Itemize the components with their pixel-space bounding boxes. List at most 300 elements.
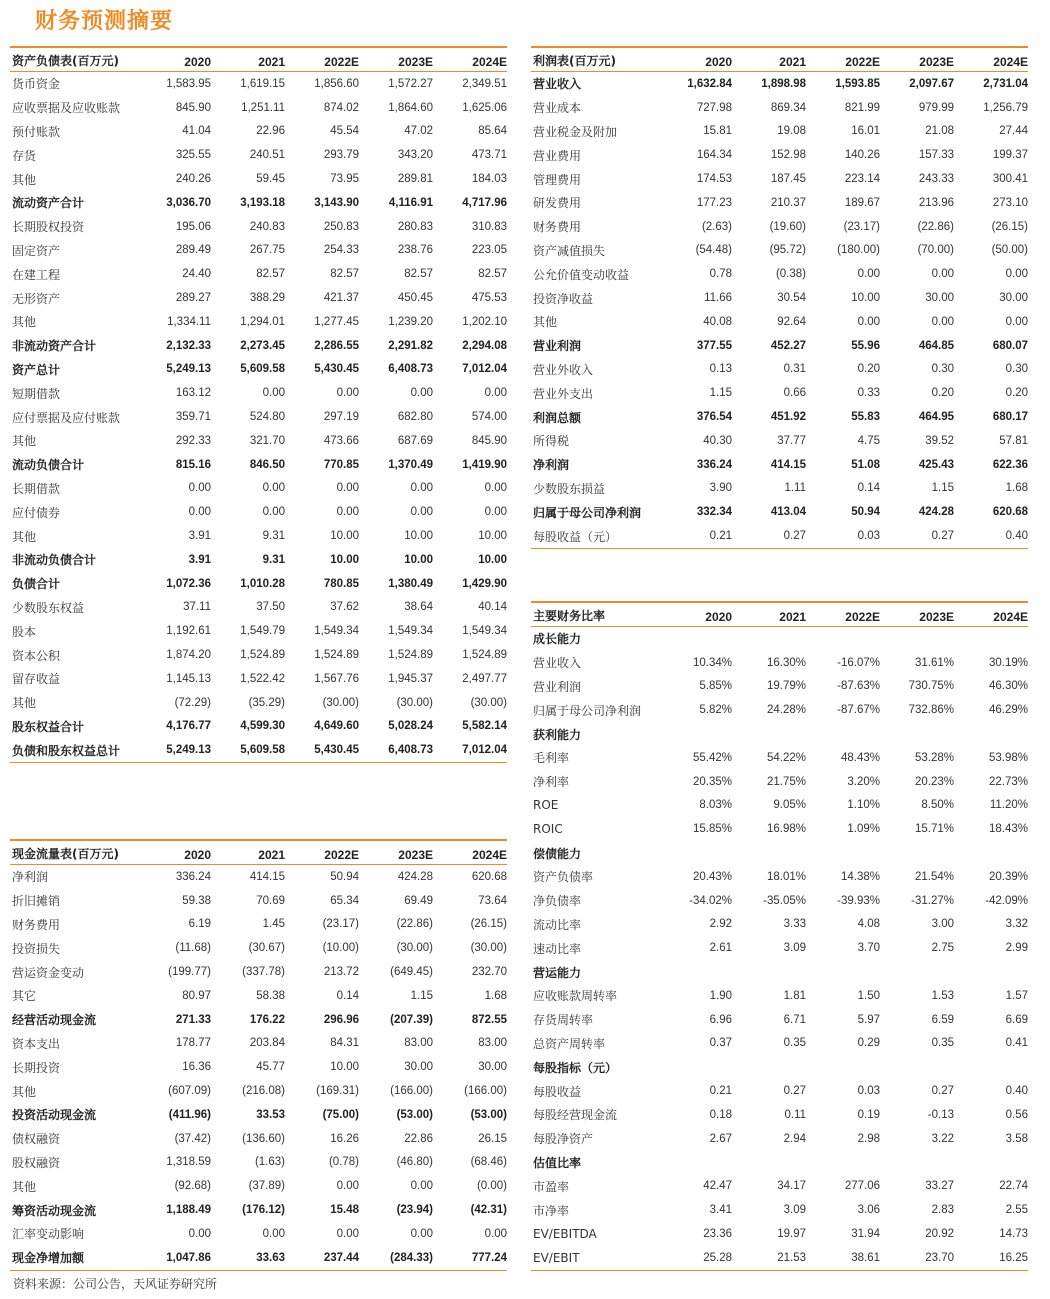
table-cell: -87.67% bbox=[837, 704, 880, 717]
table-row bbox=[531, 794, 1028, 818]
table-row bbox=[531, 698, 1028, 722]
table-cell: (207.39) bbox=[390, 1013, 433, 1026]
row-label: 每股收益 bbox=[533, 1084, 582, 1099]
table-cell: 0.00 bbox=[262, 506, 285, 519]
table-row bbox=[10, 738, 507, 762]
row-label: 每股指标（元） bbox=[533, 1060, 618, 1075]
table-cell: 0.00 bbox=[857, 268, 880, 281]
table-row bbox=[10, 1008, 507, 1032]
table-cell: 452.27 bbox=[770, 339, 806, 352]
row-label: EV/EBIT bbox=[533, 1250, 580, 1265]
table-cell: (22.86) bbox=[917, 220, 954, 233]
table-cell: 0.30 bbox=[931, 363, 954, 376]
row-label: 每股净资产 bbox=[533, 1132, 594, 1147]
table-row bbox=[531, 1127, 1028, 1151]
row-label: 研发费用 bbox=[533, 196, 582, 211]
table-cell: 0.00 bbox=[410, 1180, 433, 1193]
row-label: 其他 bbox=[12, 529, 37, 544]
table-cell: 10.00 bbox=[330, 553, 359, 566]
table-row bbox=[10, 572, 507, 596]
table-cell: 1,380.49 bbox=[388, 577, 433, 590]
row-label: 财务费用 bbox=[533, 220, 582, 235]
table-cell: 0.27 bbox=[931, 1085, 954, 1098]
table-cell: 336.24 bbox=[175, 870, 211, 883]
table-cell: 6,408.73 bbox=[388, 744, 433, 757]
table-cell: 30.19% bbox=[988, 656, 1028, 669]
table-cell: 0.13 bbox=[709, 363, 732, 376]
table-cell: 33.63 bbox=[256, 1251, 285, 1264]
table-cell: 8.50% bbox=[921, 799, 954, 812]
row-label: 资本支出 bbox=[12, 1036, 61, 1051]
table-cell: 92.64 bbox=[777, 315, 806, 328]
table-cell: 0.31 bbox=[783, 363, 806, 376]
table-cell: 1.68 bbox=[1005, 482, 1028, 495]
table-cell: 5.82% bbox=[699, 704, 732, 717]
table-cell: 21.54% bbox=[914, 870, 954, 883]
table-cell: 2,273.45 bbox=[240, 339, 285, 352]
row-label: ROE bbox=[533, 798, 559, 813]
table-cell: 1.15 bbox=[410, 989, 433, 1002]
table-cell: (11.68) bbox=[175, 942, 211, 955]
table-cell: 140.26 bbox=[844, 149, 880, 162]
row-label: 在建工程 bbox=[12, 267, 61, 282]
table-cell: 54.22% bbox=[766, 751, 806, 764]
table-row bbox=[10, 477, 507, 501]
row-label: 流动资产合计 bbox=[12, 196, 85, 211]
table-cell: 3.91 bbox=[188, 530, 211, 543]
table-cell: 620.68 bbox=[992, 506, 1028, 519]
table-cell: (35.29) bbox=[248, 696, 285, 709]
table-row bbox=[531, 310, 1028, 334]
table-row bbox=[10, 960, 507, 984]
table-title: 利润表(百万元) bbox=[533, 54, 616, 68]
column-header: 2021 bbox=[258, 55, 285, 69]
table-cell: 1.53 bbox=[931, 989, 954, 1002]
row-label: 营业成本 bbox=[533, 101, 582, 116]
table-cell: 0.03 bbox=[857, 1085, 880, 1098]
row-label: 货币资金 bbox=[12, 77, 61, 92]
table-cell: 325.55 bbox=[175, 149, 211, 162]
table-cell: 0.14 bbox=[857, 482, 880, 495]
table-cell: 872.55 bbox=[471, 1013, 507, 1026]
row-label: 成长能力 bbox=[533, 632, 582, 647]
table-cell: 37.11 bbox=[183, 601, 211, 614]
table-cell: 680.17 bbox=[992, 411, 1028, 424]
table-row bbox=[10, 1127, 507, 1151]
table-cell: 3.32 bbox=[1005, 918, 1028, 931]
table-row bbox=[10, 596, 507, 620]
table-cell: 80.97 bbox=[182, 989, 211, 1002]
table-cell: (37.89) bbox=[248, 1180, 285, 1193]
table-cell: (411.96) bbox=[168, 1108, 211, 1121]
row-label: 存货 bbox=[12, 148, 37, 163]
table-cell: 732.86% bbox=[908, 704, 954, 717]
table-cell: (30.00) bbox=[470, 696, 507, 709]
table-cell: 0.33 bbox=[857, 387, 880, 400]
table-row bbox=[10, 1174, 507, 1198]
table-cell: 0.00 bbox=[410, 1227, 433, 1240]
row-label: 汇率变动影响 bbox=[12, 1227, 85, 1242]
table-cell: 815.16 bbox=[175, 458, 211, 471]
table-cell: 21.08 bbox=[925, 125, 954, 138]
table-cell: 6.59 bbox=[931, 1013, 954, 1026]
table-row bbox=[531, 524, 1028, 548]
table-cell: 9.31 bbox=[262, 530, 285, 543]
row-label: 其他 bbox=[12, 1179, 37, 1194]
table-row bbox=[531, 167, 1028, 191]
table-row bbox=[531, 96, 1028, 120]
table-row bbox=[10, 500, 507, 524]
table-cell: (26.15) bbox=[991, 220, 1028, 233]
table-cell: 0.27 bbox=[783, 1085, 806, 1098]
table-cell: (2.63) bbox=[701, 220, 732, 233]
table-cell: 874.02 bbox=[323, 101, 359, 114]
row-label: 财务费用 bbox=[12, 917, 61, 932]
table-row bbox=[531, 453, 1028, 477]
table-cell: 0.00 bbox=[336, 506, 359, 519]
table-cell: 4,717.96 bbox=[462, 196, 507, 209]
table-cell: (166.00) bbox=[390, 1085, 433, 1098]
table-cell: 25.28 bbox=[703, 1251, 732, 1264]
table-cell: 15.71% bbox=[914, 823, 954, 836]
table-cell: 0.78 bbox=[709, 268, 732, 281]
table-cell: 1.11 bbox=[784, 482, 806, 495]
row-label: 营业外收入 bbox=[533, 362, 594, 377]
table-cell: 1,945.37 bbox=[388, 672, 433, 685]
table-row bbox=[531, 262, 1028, 286]
table-cell: 1,874.20 bbox=[166, 649, 211, 662]
table-cell: 240.83 bbox=[249, 220, 285, 233]
table-cell: 421.37 bbox=[323, 292, 359, 305]
row-label: 投资净收益 bbox=[533, 291, 594, 306]
table-cell: 413.04 bbox=[770, 506, 806, 519]
row-label: 营业利润 bbox=[533, 679, 582, 694]
row-label: 营业利润 bbox=[533, 339, 582, 354]
table-cell: 82.57 bbox=[330, 268, 359, 281]
table-cell: 620.68 bbox=[471, 870, 507, 883]
table-cell: 16.98% bbox=[766, 823, 806, 836]
table-cell: (176.12) bbox=[242, 1204, 285, 1217]
table-cell: 1,619.15 bbox=[240, 77, 285, 90]
table-cell: 223.05 bbox=[471, 244, 507, 257]
table-cell: 4,599.30 bbox=[240, 720, 285, 733]
table-cell: 1,864.60 bbox=[388, 101, 433, 114]
row-label: 资产减值损失 bbox=[533, 243, 606, 258]
table-cell: 3.70 bbox=[857, 942, 880, 955]
table-cell: 16.25 bbox=[999, 1251, 1028, 1264]
income-statement-table bbox=[531, 46, 1028, 549]
table-cell: 55.42% bbox=[692, 751, 732, 764]
table-row bbox=[10, 691, 507, 715]
row-label: 现金净增加额 bbox=[12, 1251, 85, 1266]
row-label: 每股收益（元） bbox=[533, 529, 618, 544]
table-row bbox=[10, 524, 507, 548]
table-cell: 0.00 bbox=[410, 387, 433, 400]
row-label: 利润总额 bbox=[533, 410, 582, 425]
table-cell: 237.44 bbox=[323, 1251, 359, 1264]
table-cell: 187.45 bbox=[770, 173, 806, 186]
table-cell: 16.36 bbox=[182, 1061, 211, 1074]
row-label: 应收账款周转率 bbox=[533, 989, 618, 1004]
table-cell: 6.71 bbox=[783, 1013, 806, 1026]
table-cell: 475.53 bbox=[471, 292, 507, 305]
table-cell: 0.27 bbox=[931, 530, 954, 543]
row-label: 资产总计 bbox=[12, 362, 61, 377]
row-label: 管理费用 bbox=[533, 172, 582, 187]
table-cell: 780.85 bbox=[323, 577, 359, 590]
row-label: 长期借款 bbox=[12, 481, 61, 496]
table-cell: 65.34 bbox=[330, 894, 359, 907]
table-cell: 20.92 bbox=[925, 1227, 954, 1240]
table-row bbox=[10, 1055, 507, 1079]
table-row bbox=[10, 239, 507, 263]
row-label: 速动比率 bbox=[533, 941, 582, 956]
table-cell: 6.19 bbox=[188, 918, 211, 931]
table-cell: 680.07 bbox=[992, 339, 1028, 352]
table-cell: (284.33) bbox=[390, 1251, 433, 1264]
table-row bbox=[10, 1151, 507, 1175]
row-label: 市净率 bbox=[533, 1203, 570, 1218]
table-cell: 424.28 bbox=[918, 506, 954, 519]
table-row bbox=[531, 1151, 1028, 1175]
table-cell: 0.00 bbox=[336, 1180, 359, 1193]
table-row bbox=[10, 889, 507, 913]
table-row bbox=[10, 1246, 507, 1270]
table-cell: 2,286.55 bbox=[314, 339, 359, 352]
table-cell: 1.45 bbox=[262, 918, 285, 931]
row-label: 其他 bbox=[533, 315, 558, 330]
table-cell: 473.71 bbox=[471, 149, 507, 162]
table-cell: 46.30% bbox=[988, 680, 1028, 693]
table-row bbox=[10, 262, 507, 286]
row-label: 少数股东权益 bbox=[12, 600, 85, 615]
table-cell: 271.33 bbox=[175, 1013, 211, 1026]
table-cell: 22.73% bbox=[988, 775, 1028, 788]
table-row bbox=[531, 746, 1028, 770]
table-row bbox=[10, 405, 507, 429]
table-cell: 9.31 bbox=[262, 553, 285, 566]
financial-ratios-table bbox=[531, 601, 1028, 1271]
table-row bbox=[10, 936, 507, 960]
table-cell: 232.70 bbox=[471, 966, 507, 979]
table-cell: (23.17) bbox=[843, 220, 880, 233]
column-header: 2024E bbox=[472, 848, 507, 862]
table-row bbox=[531, 1222, 1028, 1246]
row-label: 营运资金变动 bbox=[12, 965, 85, 980]
table-cell: (75.00) bbox=[322, 1108, 359, 1121]
table-cell: 5,582.14 bbox=[462, 720, 507, 733]
table-cell: -39.93% bbox=[837, 894, 880, 907]
table-cell: 47.02 bbox=[404, 125, 433, 138]
table-cell: 19.97 bbox=[777, 1227, 806, 1240]
row-label: 营业收入 bbox=[533, 656, 582, 671]
table-cell: 176.22 bbox=[249, 1013, 285, 1026]
row-label: 其他 bbox=[12, 434, 37, 449]
table-cell: 38.61 bbox=[851, 1251, 880, 1264]
table-cell: 213.96 bbox=[918, 196, 954, 209]
table-cell: 0.56 bbox=[1005, 1108, 1028, 1121]
table-cell: 1,256.79 bbox=[983, 101, 1028, 114]
table-cell: 3.58 bbox=[1005, 1132, 1028, 1145]
column-header: 2022E bbox=[324, 55, 359, 69]
table-cell: 1.10% bbox=[847, 799, 880, 812]
row-label: 所得税 bbox=[533, 434, 570, 449]
table-row bbox=[10, 215, 507, 239]
table-cell: 1,524.89 bbox=[314, 649, 359, 662]
table-cell: 30.00 bbox=[478, 1061, 507, 1074]
table-cell: 177.23 bbox=[696, 196, 732, 209]
table-cell: 37.62 bbox=[330, 601, 359, 614]
table-cell: (0.38) bbox=[775, 268, 806, 281]
table-cell: 296.96 bbox=[323, 1013, 359, 1026]
table-cell: (30.00) bbox=[396, 696, 433, 709]
table-cell: -35.05% bbox=[763, 894, 806, 907]
column-header: 2021 bbox=[779, 610, 806, 624]
table-cell: 11.66 bbox=[704, 292, 732, 305]
table-cell: 250.83 bbox=[323, 220, 359, 233]
page-title: 财务预测摘要 bbox=[35, 9, 174, 34]
table-cell: 0.19 bbox=[857, 1108, 880, 1121]
table-cell: 0.37 bbox=[709, 1037, 732, 1050]
table-cell: 7,012.04 bbox=[462, 363, 507, 376]
table-cell: 40.30 bbox=[703, 434, 732, 447]
table-cell: 5,028.24 bbox=[388, 720, 433, 733]
table-cell: 359.71 bbox=[175, 411, 211, 424]
table-cell: 1,188.49 bbox=[166, 1204, 211, 1217]
row-label: 负债和股东权益总计 bbox=[12, 743, 121, 758]
table-cell: 69.49 bbox=[404, 894, 433, 907]
table-cell: 10.00 bbox=[478, 553, 507, 566]
row-label: 固定资产 bbox=[12, 243, 61, 258]
table-cell: (0.00) bbox=[476, 1180, 507, 1193]
table-row bbox=[531, 722, 1028, 746]
table-cell: 1,524.89 bbox=[462, 649, 507, 662]
table-cell: 39.52 bbox=[925, 434, 954, 447]
table-cell: 1,549.34 bbox=[388, 625, 433, 638]
table-cell: 0.03 bbox=[857, 530, 880, 543]
table-row bbox=[531, 477, 1028, 501]
table-cell: 0.29 bbox=[857, 1037, 880, 1050]
table-cell: (199.77) bbox=[168, 966, 211, 979]
table-cell: 85.64 bbox=[478, 125, 507, 138]
table-cell: 1,522.42 bbox=[240, 672, 285, 685]
table-title: 现金流量表(百万元) bbox=[12, 847, 119, 861]
table-cell: 0.30 bbox=[1005, 363, 1028, 376]
table-cell: 1,429.90 bbox=[462, 577, 507, 590]
table-cell: 310.83 bbox=[471, 220, 507, 233]
table-row bbox=[10, 429, 507, 453]
table-cell: 2,349.51 bbox=[462, 77, 507, 90]
table-cell: 730.75% bbox=[908, 680, 954, 693]
table-row bbox=[531, 1246, 1028, 1270]
table-cell: 1.90 bbox=[709, 989, 732, 1002]
table-cell: 3.22 bbox=[931, 1132, 954, 1145]
table-cell: 20.39% bbox=[988, 870, 1028, 883]
table-cell: 2.98 bbox=[857, 1132, 880, 1145]
table-cell: 1,549.79 bbox=[240, 625, 285, 638]
table-cell: 2,294.08 bbox=[462, 339, 507, 352]
table-cell: 343.20 bbox=[397, 149, 433, 162]
table-row bbox=[10, 643, 507, 667]
table-row bbox=[531, 405, 1028, 429]
table-cell: 3.90 bbox=[709, 482, 732, 495]
table-cell: 30.00 bbox=[925, 292, 954, 305]
column-header: 2021 bbox=[779, 55, 806, 69]
table-cell: (26.15) bbox=[470, 918, 507, 931]
row-label: 其他 bbox=[12, 696, 37, 711]
table-cell: 22.86 bbox=[404, 1132, 433, 1145]
table-cell: 55.83 bbox=[851, 411, 880, 424]
table-cell: 2.75 bbox=[931, 942, 954, 955]
table-row bbox=[10, 619, 507, 643]
table-cell: 10.00 bbox=[404, 553, 433, 566]
table-row bbox=[531, 381, 1028, 405]
row-label: 经营活动现金流 bbox=[12, 1013, 97, 1028]
table-cell: 2.83 bbox=[931, 1204, 954, 1217]
table-cell: (68.46) bbox=[470, 1156, 507, 1169]
table-row bbox=[531, 72, 1028, 96]
table-cell: 0.00 bbox=[336, 387, 359, 400]
table-row bbox=[531, 1032, 1028, 1056]
table-cell: 0.00 bbox=[262, 1227, 285, 1240]
row-label: 其他 bbox=[12, 172, 37, 187]
row-label: 少数股东损益 bbox=[533, 481, 606, 496]
table-cell: 189.67 bbox=[844, 196, 880, 209]
table-cell: 622.36 bbox=[992, 458, 1028, 471]
column-header: 2022E bbox=[324, 848, 359, 862]
table-cell: 289.27 bbox=[175, 292, 211, 305]
table-cell: 83.00 bbox=[478, 1037, 507, 1050]
row-label: 归属于母公司净利润 bbox=[533, 703, 642, 718]
table-cell: 6.69 bbox=[1005, 1013, 1028, 1026]
table-row bbox=[531, 358, 1028, 382]
table-row bbox=[531, 215, 1028, 239]
row-label: 归属于母公司净利润 bbox=[533, 505, 642, 520]
table-cell: (10.00) bbox=[322, 942, 359, 955]
table-cell: 164.34 bbox=[696, 149, 732, 162]
table-cell: 5.85% bbox=[699, 680, 732, 693]
table-cell: 0.40 bbox=[1005, 530, 1028, 543]
table-row bbox=[10, 358, 507, 382]
table-cell: 464.85 bbox=[918, 339, 954, 352]
table-cell: 1,898.98 bbox=[761, 77, 806, 90]
table-cell: 5,430.45 bbox=[314, 363, 359, 376]
table-cell: 10.00 bbox=[851, 292, 880, 305]
table-cell: 152.98 bbox=[770, 149, 806, 162]
row-label: 估值比率 bbox=[533, 1155, 582, 1170]
row-label: 获利能力 bbox=[533, 727, 582, 742]
row-label: 资产负债率 bbox=[533, 870, 594, 885]
table-cell: 332.34 bbox=[696, 506, 732, 519]
table-cell: 289.49 bbox=[175, 244, 211, 257]
table-cell: 0.00 bbox=[262, 387, 285, 400]
table-row bbox=[531, 1174, 1028, 1198]
table-cell: 23.36 bbox=[703, 1227, 732, 1240]
table-cell: 210.37 bbox=[770, 196, 806, 209]
table-cell: 18.01% bbox=[766, 870, 806, 883]
table-cell: 5,609.58 bbox=[240, 363, 285, 376]
row-label: 筹资活动现金流 bbox=[12, 1203, 97, 1218]
table-cell: 4,176.77 bbox=[166, 720, 211, 733]
table-cell: 0.20 bbox=[857, 363, 880, 376]
table-cell: 1.81 bbox=[783, 989, 806, 1002]
row-label: 净利率 bbox=[533, 775, 570, 790]
row-label: 留存收益 bbox=[12, 672, 61, 687]
table-cell: 10.00 bbox=[404, 530, 433, 543]
table-cell: 1,277.45 bbox=[314, 315, 359, 328]
table-cell: 7,012.04 bbox=[462, 744, 507, 757]
table-cell: 73.95 bbox=[330, 173, 359, 186]
